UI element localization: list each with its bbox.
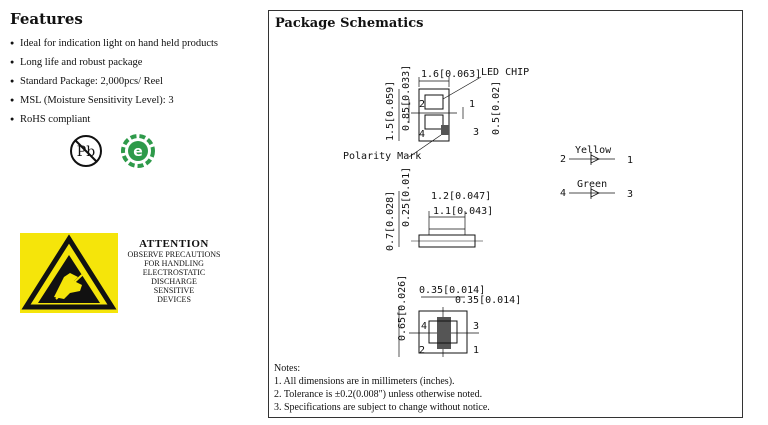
attention-line: DISCHARGE — [151, 277, 197, 286]
list-item: ● RoHS compliant — [10, 110, 260, 129]
attention-line: ELECTROSTATIC — [142, 268, 206, 277]
note-item: 1. All dimensions are in millimeters (inches). — [274, 376, 455, 387]
pin-label: 2 — [560, 154, 567, 165]
pin-label: 2 — [419, 99, 426, 110]
dim-c-label: 0.65[0.026] — [397, 274, 408, 341]
dim-pitch-label: 0.85[0.033] — [401, 64, 412, 131]
esd-warning-sign — [20, 233, 118, 313]
list-item: ● MSL (Moisture Sensitivity Level): 3 — [10, 91, 260, 110]
features-section — [10, 10, 260, 129]
green-label: Green — [577, 179, 608, 190]
list-item: ● Ideal for indication light on hand held products — [10, 34, 260, 53]
pin-label: 4 — [419, 129, 426, 140]
dim-height-label: 1.5[0.059] — [385, 80, 396, 141]
dim-width-label: 1.6[0.063] — [421, 69, 482, 80]
note-item: 2. Tolerance is ±0.2(0.008") unless otherwise noted. — [274, 389, 483, 400]
pin-label: 3 — [473, 321, 480, 332]
esd-hand-icon — [20, 233, 118, 313]
dim-b-label: 0.35[0.014] — [455, 295, 522, 306]
features-title: Features — [10, 10, 83, 28]
pin-label: 3 — [627, 189, 634, 200]
attention-notice — [120, 238, 228, 304]
bottom-view — [397, 275, 521, 357]
yellow-label: Yellow — [575, 145, 612, 156]
pin-label: 1 — [469, 99, 476, 110]
top-view — [343, 65, 529, 162]
polarity-mark-label: Polarity Mark — [343, 151, 422, 162]
e-text: e — [133, 144, 143, 160]
pin-label: 1 — [627, 155, 634, 166]
pb-text: Pb — [76, 144, 96, 160]
pin-label: 3 — [473, 127, 480, 138]
dim-b-label: 1.1[0.043] — [433, 206, 494, 217]
attention-line: FOR HANDLING — [144, 259, 204, 268]
lead-free-icon — [68, 133, 104, 169]
pin-label: 2 — [419, 345, 426, 356]
attention-line: SENSITIVE — [153, 286, 195, 295]
dim-right-label: 0.5[0.02] — [491, 80, 502, 135]
schematic-drawing — [269, 11, 744, 361]
pin-label: 1 — [473, 345, 480, 356]
pin-label: 4 — [560, 188, 567, 199]
package-schematics-panel — [268, 10, 743, 418]
note-item: 3. Specifications are subject to change without notice. — [274, 402, 490, 413]
pin-label: 4 — [421, 321, 428, 332]
list-item: ● Long life and robust package — [10, 53, 260, 72]
dim-a-label: 1.2[0.047] — [431, 191, 492, 202]
list-item: ● Standard Package: 2,000pcs/ Reel — [10, 72, 260, 91]
schematics-title: Package Schematics — [275, 16, 424, 31]
dim-c-label: 0.7[0.028] — [385, 190, 396, 251]
dim-a-label: 0.35[0.014] — [419, 285, 486, 296]
compliance-logos — [68, 132, 167, 170]
notes-title: Notes: — [274, 363, 301, 374]
yellow-diode — [560, 145, 633, 166]
attention-line: DEVICES — [157, 295, 191, 304]
features-list — [10, 34, 260, 129]
side-view — [385, 167, 493, 251]
led-chip-label: LED CHIP — [481, 67, 530, 78]
attention-line: OBSERVE PRECAUTIONS — [127, 250, 221, 259]
green-diode — [560, 179, 633, 200]
dim-d-label: 0.25[0.01] — [401, 166, 412, 227]
attention-title: ATTENTION — [139, 238, 209, 250]
notes-section — [274, 362, 490, 414]
rohs-e-icon — [119, 132, 157, 170]
